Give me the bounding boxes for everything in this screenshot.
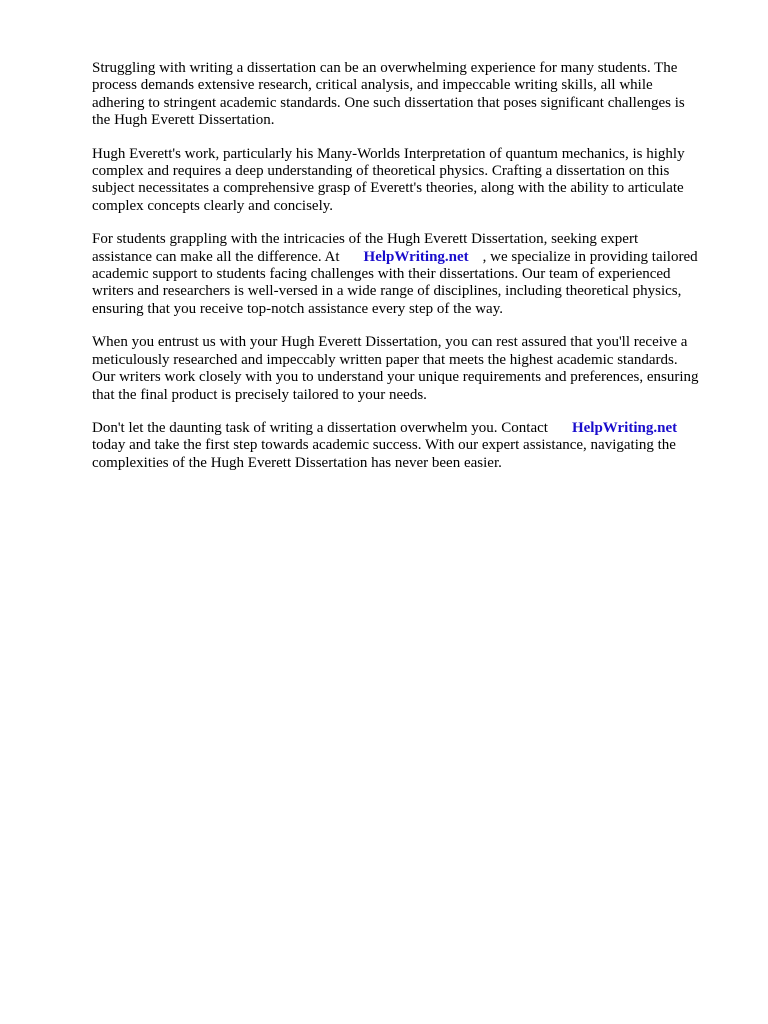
text-segment: Don't let the daunting task of writing a dissertation overwhelm you. Contact — [92, 419, 548, 436]
document-body — [92, 60, 732, 488]
paragraph-call-to-action — [92, 420, 732, 472]
text-line: that the final product is precisely tailored to your needs. — [92, 386, 427, 403]
text-line-with-link — [92, 420, 732, 437]
text-line: process demands extensive research, critical analysis, and impeccable writing skills, all while — [92, 77, 653, 94]
paragraph-intro — [92, 60, 732, 130]
text-line: adhering to stringent academic standards. One such dissertation that poses significant challenges is — [92, 94, 685, 111]
paragraph-assurance — [92, 334, 732, 404]
text-line: Struggling with writing a dissertation can be an overwhelming experience for many students. The — [92, 60, 678, 76]
text-line: academic support to students facing challenges with their dissertations. Our team of experienced — [92, 266, 671, 283]
text-line: the Hugh Everett Dissertation. — [92, 112, 275, 129]
text-line: complex concepts clearly and concisely. — [92, 197, 334, 214]
paragraph-service-offer — [92, 231, 732, 318]
helpwriting-link[interactable]: HelpWriting.net — [363, 248, 469, 265]
paragraph-everett-work — [92, 146, 732, 216]
text-line: complexities of the Hugh Everett Dissertation has never been easier. — [92, 454, 502, 471]
text-line: Our writers work closely with you to understand your unique requirements and preferences, ensuring — [92, 369, 699, 386]
text-line: today and take the first step towards academic success. With our expert assistance, navigating the — [92, 437, 676, 454]
text-line: When you entrust us with your Hugh Everett Dissertation, you can rest assured that you'll receive a — [92, 334, 688, 351]
text-line-with-link — [92, 249, 732, 266]
text-segment: assistance can make all the difference. At — [92, 248, 340, 265]
text-line: subject necessitates a comprehensive grasp of Everett's theories, along with the ability to articulate — [92, 180, 684, 197]
text-line: For students grappling with the intricacies of the Hugh Everett Dissertation, seeking expert — [92, 231, 639, 248]
text-line: Hugh Everett's work, particularly his Many-Worlds Interpretation of quantum mechanics, is highly — [92, 145, 685, 162]
text-line: ensuring that you receive top-notch assistance every step of the way. — [92, 300, 503, 317]
text-line: meticulously researched and impeccably written paper that meets the highest academic standards. — [92, 351, 678, 368]
text-segment: , we specialize in providing tailored — [482, 248, 698, 265]
helpwriting-link[interactable]: HelpWriting.net — [571, 419, 678, 436]
text-line: complex and requires a deep understanding of theoretical physics. Crafting a dissertation on this — [92, 163, 670, 180]
text-line: writers and researchers is well-versed in a wide range of disciplines, including theoretical physics, — [92, 283, 682, 300]
